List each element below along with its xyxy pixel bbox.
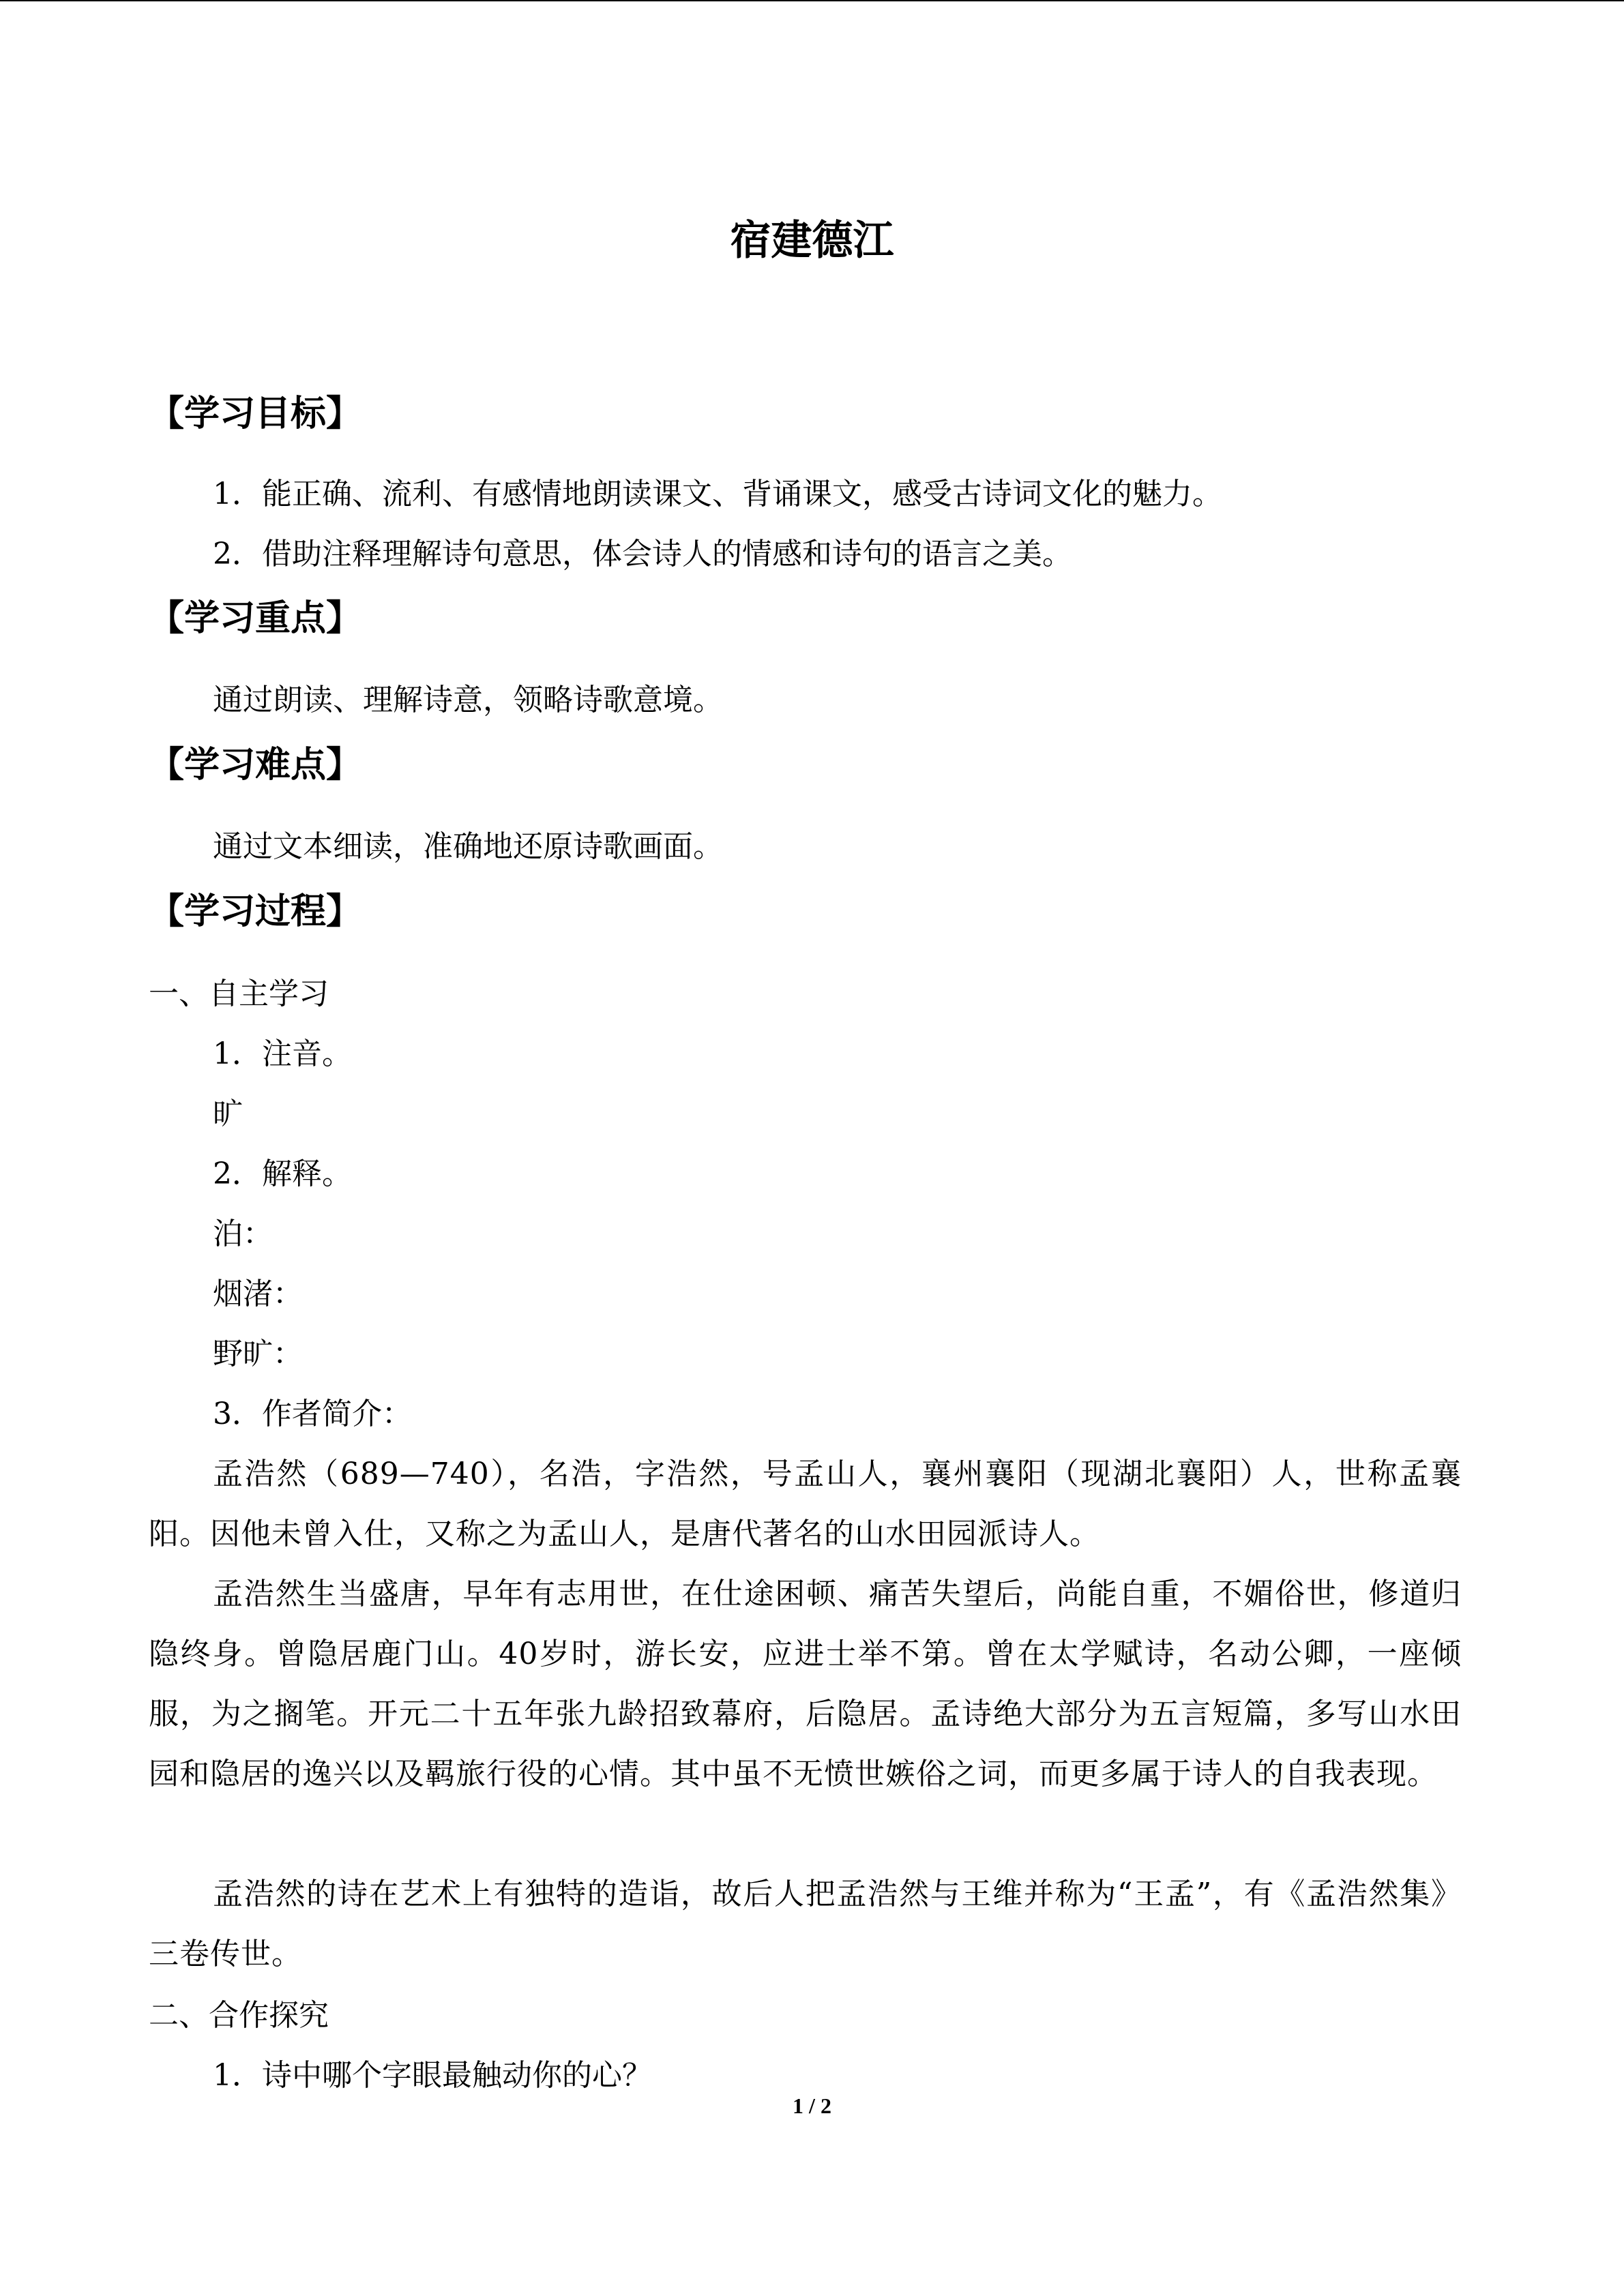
page-top-border xyxy=(0,0,1624,1)
part1-title: 一、自主学习 xyxy=(149,976,329,1011)
part1-q3: 3．作者简介： xyxy=(213,1397,412,1431)
key-points-heading: 【学习重点】 xyxy=(149,597,362,639)
part2-q1: 1．诗中哪个字眼最触动你的心？ xyxy=(213,2058,652,2093)
author-paragraph-3: 孟浩然的诗在艺术上有独特的造诣，故后人把孟浩然与王维并称为“王孟”，有《孟浩然集》三卷传世。 xyxy=(149,1877,1462,1971)
goal-item-1: 1．能正确、流利、有感情地朗读课文、背诵课文，感受古诗词文化的魅力。 xyxy=(213,477,1222,511)
author-paragraph-2: 孟浩然生当盛唐，早年有志用世，在仕途困顿、痛苦失望后，尚能自重，不媚俗世，修道归隐终身。曾隐居鹿门山。40岁时，游长安，应进士举不第。曾在太学赋诗，名动公卿，一座倾服，为之搁笔。开元二十五年张九龄招致幕府，后隐居。孟诗绝大部分为五言短篇，多写山水田园和隐居的逸兴以及羁旅行役的心情。其中虽不无愤世嫉俗之词，而更多属于诗人的自我表现。 xyxy=(149,1577,1462,1791)
author-paragraph-1: 孟浩然（689—740），名浩，字浩然，号孟山人，襄州襄阳（现湖北襄阳）人，世称孟襄阳。因他未曾入仕，又称之为孟山人，是唐代著名的山水田园派诗人。 xyxy=(149,1457,1462,1551)
part1-q2-item-3: 野旷： xyxy=(213,1337,303,1371)
difficult-points-heading: 【学习难点】 xyxy=(149,744,362,786)
difficult-points-text: 通过文本细读，准确地还原诗歌画面。 xyxy=(213,829,723,864)
document-title: 宿建德江 xyxy=(730,217,894,265)
goal-item-2: 2．借助注释理解诗句意思，体会诗人的情感和诗句的语言之美。 xyxy=(213,537,1072,571)
part1-q2: 2．解释。 xyxy=(213,1157,352,1191)
page-number: 1 / 2 xyxy=(793,2093,831,2118)
part1-q2-item-2: 烟渚： xyxy=(213,1277,303,1311)
part2-title: 二、合作探究 xyxy=(149,1998,329,2033)
part1-q1-item: 旷 xyxy=(213,1097,243,1131)
key-points-text: 通过朗读、理解诗意，领略诗歌意境。 xyxy=(213,683,723,717)
part1-q1: 1．注音。 xyxy=(213,1037,352,1071)
part1-q2-item-1: 泊： xyxy=(213,1217,273,1251)
process-heading: 【学习过程】 xyxy=(149,891,362,932)
goals-heading: 【学习目标】 xyxy=(149,393,362,434)
